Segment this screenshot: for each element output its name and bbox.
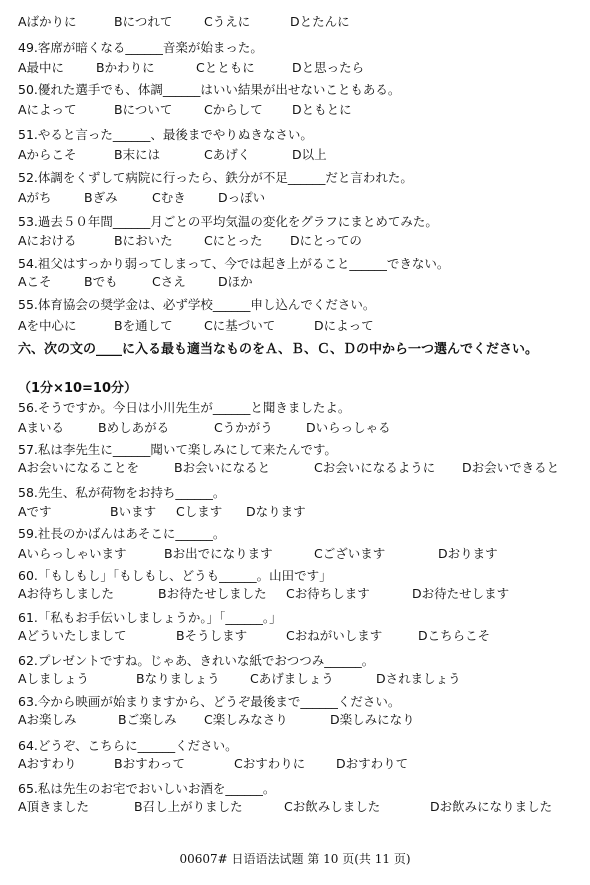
answer-option-d[interactable]: Dにとっての [290,233,362,248]
question-text: 64.どうぞ、こちらに______ください。 [18,738,238,753]
answer-option-c[interactable]: Cさえ [152,274,186,289]
answer-option-a[interactable]: Aにおける [18,233,77,248]
answer-option-a[interactable]: Aです [18,504,52,519]
answer-option-b[interactable]: Bかわりに [96,60,155,75]
answer-option-b[interactable]: Bにおいた [114,233,173,248]
answer-option-b[interactable]: Bを通して [114,318,173,333]
answer-option-c[interactable]: Cうえに [204,14,251,29]
answer-option-a[interactable]: Aいらっしゃいます [18,546,127,561]
answer-option-d[interactable]: Dおすわりて [336,756,409,771]
answer-option-c[interactable]: Cうかがう [214,420,273,435]
answer-option-c[interactable]: Cお会いになるように [314,460,436,475]
question-text: 62.プレゼントですね。じゃあ、きれいな紙でおつつみ______。 [18,653,375,668]
answer-option-b[interactable]: Bお待たせしました [158,586,267,601]
answer-option-a[interactable]: Aしましょう [18,671,90,686]
answer-option-b[interactable]: Bなりましょう [136,671,220,686]
answer-option-d[interactable]: Dなります [246,504,306,519]
question-text: 58.先生、私が荷物をお持ち______。 [18,485,226,500]
question-text: 52.体調をくずして病院に行ったら、鉄分が不足______だと言われた。 [18,170,413,185]
answer-option-d[interactable]: Dこちらこそ [418,628,491,643]
answer-option-a[interactable]: A最中に [18,60,65,75]
answer-option-a[interactable]: Aお待ちしました [18,586,115,601]
answer-option-b[interactable]: Bそうします [176,628,248,643]
question-text: 61.「私もお手伝いしましょうか。」「______。」 [18,610,282,625]
answer-option-d[interactable]: D楽しみになり [330,712,415,727]
answer-option-c[interactable]: Cございます [314,546,386,561]
answer-option-b[interactable]: Bめしあがる [98,420,170,435]
question-text: 65.私は先生のお宅でおいしいお酒を______。 [18,781,276,796]
answer-option-b[interactable]: B末には [114,147,161,162]
answer-option-d[interactable]: Dとたんに [290,14,350,29]
question-text: 55.体育協会の奨学金は、必ず学校______申し込んでください。 [18,297,376,312]
answer-option-b[interactable]: Bぎみ [84,190,118,205]
answer-option-c[interactable]: Cします [176,504,223,519]
answer-option-c[interactable]: Cからして [204,102,263,117]
answer-option-a[interactable]: Aばかりに [18,14,77,29]
answer-option-d[interactable]: Dお飲みになりました [430,799,553,814]
answer-option-d[interactable]: Dお会いできると [462,460,560,475]
answer-option-b[interactable]: Bお会いになると [174,460,271,475]
section-heading: （1分×10=10分） [18,381,138,396]
answer-option-b[interactable]: Bお出でになります [164,546,273,561]
answer-option-d[interactable]: D以上 [292,147,327,162]
answer-option-a[interactable]: Aこそ [18,274,52,289]
page-footer: 00607# 日语语法试题 第 10 页(共 11 页) [179,852,411,866]
question-text: 63.今から映画が始まりますから、どうぞ最後まで______ください。 [18,694,401,709]
answer-option-d[interactable]: Dほか [218,274,253,289]
answer-option-c[interactable]: C楽しみなさり [204,712,288,727]
question-text: 50.優れた選手でも、体調______はいい結果が出せないこともある。 [18,82,401,97]
question-text: 54.祖父はすっかり弱ってしまって、今では起き上がること______できない。 [18,256,450,271]
answer-option-b[interactable]: B召し上がりました [134,799,243,814]
answer-option-a[interactable]: Aを中心に [18,318,77,333]
answer-option-c[interactable]: Cおねがいします [286,628,383,643]
answer-option-d[interactable]: Dいらっしゃる [306,420,391,435]
question-text: 60.「もしもし」「もしもし、どうも______。山田です」 [18,568,332,583]
answer-option-a[interactable]: Aがち [18,190,52,205]
answer-option-d[interactable]: Dっぽい [218,190,266,205]
answer-option-d[interactable]: Dともとに [292,102,352,117]
answer-option-a[interactable]: A頂きました [18,799,90,814]
answer-option-d[interactable]: Dお待たせします [412,586,510,601]
answer-option-b[interactable]: Bにつれて [114,14,173,29]
section-heading: 六、次の文の____に入る最も適当なものをＡ、Ｂ、Ｃ、Ｄの中から一つ選んでください。 [18,342,539,357]
answer-option-d[interactable]: Dによって [314,318,374,333]
question-text: 57.私は李先生に______聞いて楽しみにして来たんです。 [18,442,337,457]
answer-option-b[interactable]: Bご楽しみ [118,712,177,727]
answer-option-a[interactable]: Aによって [18,102,77,117]
answer-option-c[interactable]: Cにとった [204,233,263,248]
answer-option-c[interactable]: Cお待ちします [286,586,370,601]
answer-option-d[interactable]: Dと思ったら [292,60,365,75]
answer-option-a[interactable]: Aおすわり [18,756,77,771]
answer-option-a[interactable]: Aお会いになることを [18,460,140,475]
answer-option-b[interactable]: Bについて [114,102,173,117]
question-text: 59.社長のかばんはあそこに______。 [18,526,226,541]
question-text: 56.そうですか。今日は小川先生が______と聞きましたよ。 [18,400,351,415]
answer-option-c[interactable]: Cおすわりに [234,756,306,771]
answer-option-a[interactable]: Aまいる [18,420,65,435]
answer-option-b[interactable]: Bでも [84,274,118,289]
answer-option-c[interactable]: Cあげく [204,147,251,162]
answer-option-c[interactable]: Cとともに [196,60,255,75]
answer-option-c[interactable]: Cお飲みしました [284,799,381,814]
answer-option-a[interactable]: Aからこそ [18,147,77,162]
answer-option-c[interactable]: Cに基づいて [204,318,276,333]
answer-option-a[interactable]: Aお楽しみ [18,712,77,727]
answer-option-d[interactable]: Dおります [438,546,498,561]
answer-option-b[interactable]: Bおすわって [114,756,185,771]
answer-option-c[interactable]: Cむき [152,190,186,205]
answer-option-c[interactable]: Cあげましょう [250,671,334,686]
question-text: 49.客席が暗くなる______音楽が始まった。 [18,40,263,55]
answer-option-a[interactable]: Aどういたしまして [18,628,127,643]
answer-option-d[interactable]: Dされましょう [376,671,461,686]
question-text: 51.やると言った______、最後までやりぬきなさい。 [18,127,313,142]
question-text: 53.過去５０年間______月ごとの平均気温の変化をグラフにまとめてみた。 [18,214,438,229]
answer-option-b[interactable]: Bいます [110,504,157,519]
